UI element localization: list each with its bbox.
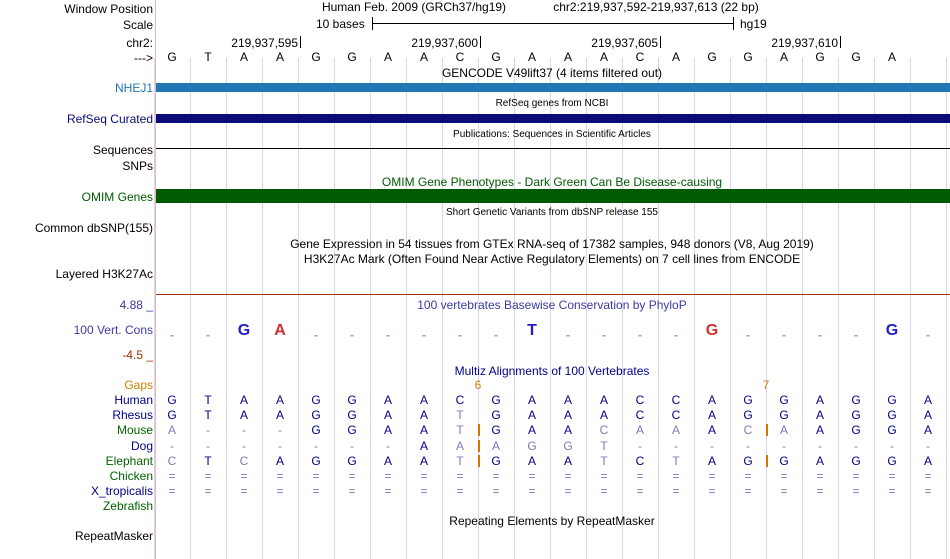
- multiz-track-title: Multiz Alignments of 100 Vertebrates: [454, 364, 650, 378]
- conservation-logo-letter: -: [350, 328, 354, 342]
- scale-bar: [372, 23, 734, 24]
- alignment-base: =: [276, 484, 284, 499]
- alignment-base: G: [779, 408, 789, 423]
- alignment-base: -: [242, 423, 246, 438]
- alignment-base: G: [347, 423, 357, 438]
- reference-base: A: [239, 50, 248, 64]
- alignment-base: G: [491, 453, 501, 468]
- grid-line: [838, 58, 839, 559]
- alignment-base: -: [170, 438, 174, 453]
- alignment-base: =: [312, 469, 320, 483]
- alignment-base: T: [456, 453, 464, 468]
- grid-line: [730, 58, 731, 559]
- track-label-h3k27ac[interactable]: Layered H3K27Ac: [55, 267, 153, 281]
- alignment-base: G: [779, 393, 789, 407]
- phylop-track-title: 100 vertebrates Basewise Conservation by PhyloP: [417, 298, 687, 312]
- gap-count: 7: [762, 378, 770, 392]
- position-label: 219,937,595: [231, 36, 298, 50]
- alignment-base: A: [275, 408, 284, 423]
- conservation-logo-letter: -: [926, 328, 930, 342]
- alignment-base: -: [206, 423, 210, 438]
- track-label-cons[interactable]: 100 Vert. Cons: [73, 323, 153, 337]
- reference-base: G: [347, 50, 357, 64]
- alignment-base: =: [564, 469, 572, 483]
- alignment-base: -: [206, 438, 210, 453]
- species-label[interactable]: X_tropicalis: [90, 484, 153, 499]
- alignment-base: G: [527, 438, 537, 453]
- conservation-logo-letter: -: [782, 328, 786, 342]
- gtex-track-title: Gene Expression in 54 tissues from GTEx RNA-seq of 17382 samples, 948 donors (V8, Aug 2019): [290, 237, 814, 251]
- alignment-base: =: [672, 469, 680, 483]
- insertion-marker: [478, 455, 480, 467]
- alignment-base: A: [275, 393, 284, 407]
- reference-base: A: [383, 50, 392, 64]
- conservation-logo-letter: G: [885, 322, 899, 339]
- alignment-base: A: [707, 408, 716, 423]
- alignment-base: A: [671, 423, 680, 438]
- strand-label: --->: [134, 51, 153, 65]
- alignment-base: -: [386, 438, 390, 453]
- publications-track-title: Publications: Sequences in Scientific Articles: [453, 129, 651, 140]
- position-tick: [480, 36, 481, 48]
- alignment-base: A: [419, 393, 428, 407]
- repeatmasker-track-title: Repeating Elements by RepeatMasker: [449, 514, 655, 528]
- conservation-logo-letter: -: [206, 328, 210, 342]
- alignment-base: C: [671, 408, 681, 423]
- alignment-base: -: [638, 438, 642, 453]
- conservation-logo-letter: -: [170, 328, 174, 342]
- species-label[interactable]: Dog: [130, 438, 153, 453]
- alignment-base: A: [275, 453, 284, 468]
- alignment-base: G: [887, 453, 897, 468]
- alignment-base: -: [854, 438, 858, 453]
- conservation-logo-letter: -: [422, 328, 426, 342]
- grid-line: [802, 58, 803, 559]
- alignment-base: C: [635, 453, 645, 468]
- track-label-refseq[interactable]: RefSeq Curated: [66, 112, 153, 126]
- cons-min-label: -4.5 _: [122, 348, 153, 362]
- alignment-base: =: [492, 484, 500, 499]
- track-label-dbsnp[interactable]: Common dbSNP(155): [34, 221, 153, 235]
- track-label-gaps: Gaps: [124, 378, 153, 392]
- alignment-base: =: [384, 469, 392, 483]
- position-tick: [840, 36, 841, 48]
- alignment-base: =: [492, 469, 500, 483]
- refseq-track-title: RefSeq genes from NCBI: [495, 98, 609, 109]
- reference-base: A: [671, 50, 680, 64]
- alignment-base: =: [456, 469, 464, 483]
- alignment-base: T: [600, 453, 608, 468]
- alignment-base: A: [923, 453, 932, 468]
- alignment-base: G: [851, 423, 861, 438]
- alignment-base: A: [527, 453, 536, 468]
- scale-bar-right: [733, 17, 734, 30]
- alignment-base: A: [815, 453, 824, 468]
- grid-line: [154, 58, 155, 559]
- reference-base: C: [455, 50, 465, 64]
- alignment-base: G: [311, 408, 321, 423]
- grid-line: [370, 58, 371, 559]
- alignment-base: =: [564, 484, 572, 499]
- insertion-marker: [766, 424, 768, 436]
- species-label[interactable]: Zebrafish: [102, 499, 153, 514]
- species-label[interactable]: Human: [114, 393, 153, 407]
- conservation-logo-letter: -: [494, 328, 498, 342]
- position-tick: [660, 36, 661, 48]
- alignment-base: A: [455, 438, 464, 453]
- alignment-base: G: [887, 393, 897, 407]
- alignment-base: =: [852, 484, 860, 499]
- conservation-logo-letter: -: [314, 328, 318, 342]
- alignment-base: A: [923, 423, 932, 438]
- alignment-base: G: [851, 408, 861, 423]
- reference-base: A: [599, 50, 608, 64]
- alignment-base: =: [168, 484, 176, 499]
- dbsnp-track-title: Short Genetic Variants from dbSNP release 155: [446, 207, 658, 218]
- insertion-marker: [478, 424, 480, 436]
- alignment-base: =: [420, 484, 428, 499]
- alignment-base: T: [456, 423, 464, 438]
- conservation-logo-letter: -: [638, 328, 642, 342]
- alignment-base: =: [240, 484, 248, 499]
- alignment-base: G: [311, 423, 321, 438]
- alignment-base: A: [599, 393, 608, 407]
- alignment-base: =: [816, 484, 824, 499]
- alignment-base: A: [779, 423, 788, 438]
- alignment-base: =: [528, 469, 536, 483]
- reference-base: C: [635, 50, 645, 64]
- alignment-base: A: [383, 393, 392, 407]
- alignment-base: G: [887, 423, 897, 438]
- alignment-base: G: [491, 393, 501, 407]
- reference-base: A: [779, 50, 788, 64]
- insertion-marker: [478, 440, 480, 452]
- nhej1-gene-bar[interactable]: [156, 83, 950, 92]
- alignment-base: G: [347, 408, 357, 423]
- assembly-title: Human Feb. 2009 (GRCh37/hg19): [321, 0, 507, 14]
- alignment-base: T: [600, 438, 608, 453]
- conservation-logo-letter: -: [746, 328, 750, 342]
- alignment-base: A: [383, 453, 392, 468]
- reference-base: G: [167, 50, 177, 64]
- alignment-base: =: [276, 469, 284, 483]
- track-label-sequences[interactable]: Sequences: [92, 143, 153, 157]
- conservation-logo-letter: -: [602, 328, 606, 342]
- omim-track-title: OMIM Gene Phenotypes - Dark Green Can Be Disease-causing: [381, 175, 723, 189]
- alignment-base: G: [887, 408, 897, 423]
- track-label-snps[interactable]: SNPs: [122, 159, 153, 173]
- alignment-base: G: [347, 393, 357, 407]
- alignment-base: -: [926, 438, 930, 453]
- alignment-base: =: [924, 484, 932, 499]
- alignment-base: =: [888, 484, 896, 499]
- alignment-base: A: [527, 408, 536, 423]
- alignment-base: G: [311, 393, 321, 407]
- h3k27ac-baseline: [156, 294, 950, 295]
- alignment-base: C: [239, 453, 249, 468]
- alignment-base: A: [923, 393, 932, 407]
- reference-base: G: [815, 50, 825, 64]
- reference-base: A: [887, 50, 896, 64]
- scale-label: Scale: [122, 18, 153, 32]
- alignment-base: A: [563, 393, 572, 407]
- conservation-logo-letter: -: [458, 328, 462, 342]
- alignment-base: =: [672, 484, 680, 499]
- alignment-base: A: [491, 438, 500, 453]
- cons-max-label: 4.88 _: [119, 298, 153, 312]
- alignment-base: =: [420, 469, 428, 483]
- alignment-base: G: [743, 408, 753, 423]
- alignment-base: A: [419, 453, 428, 468]
- alignment-base: =: [240, 469, 248, 483]
- alignment-base: A: [383, 423, 392, 438]
- grid-line: [694, 58, 695, 559]
- reference-base: G: [707, 50, 717, 64]
- alignment-base: T: [456, 408, 464, 423]
- alignment-base: G: [491, 408, 501, 423]
- conservation-logo-letter: -: [674, 328, 678, 342]
- alignment-base: =: [528, 484, 536, 499]
- alignment-base: -: [746, 438, 750, 453]
- species-label[interactable]: Elephant: [105, 453, 153, 468]
- grid-line: [190, 58, 191, 559]
- conservation-logo-letter: -: [566, 328, 570, 342]
- alignment-base: G: [743, 453, 753, 468]
- alignment-base: A: [383, 408, 392, 423]
- alignment-base: A: [599, 408, 608, 423]
- alignment-base: =: [600, 484, 608, 499]
- alignment-base: G: [851, 393, 861, 407]
- refseq-gene-bar[interactable]: [156, 114, 950, 123]
- alignment-base: =: [168, 469, 176, 483]
- gencode-track-title: GENCODE V49lift37 (4 items filtered out): [441, 66, 663, 80]
- alignment-base: =: [924, 469, 932, 483]
- alignment-base: =: [312, 484, 320, 499]
- track-label-nhej1[interactable]: NHEJ1: [114, 81, 153, 95]
- alignment-base: C: [743, 423, 753, 438]
- alignment-base: G: [491, 423, 501, 438]
- alignment-base: =: [204, 469, 212, 483]
- alignment-base: G: [167, 408, 177, 423]
- alignment-base: C: [455, 393, 465, 407]
- alignment-base: T: [204, 408, 212, 423]
- alignment-base: =: [348, 469, 356, 483]
- alignment-base: -: [242, 438, 246, 453]
- alignment-base: G: [311, 453, 321, 468]
- alignment-base: G: [743, 393, 753, 407]
- alignment-base: =: [780, 469, 788, 483]
- alignment-base: A: [635, 423, 644, 438]
- alignment-base: G: [851, 453, 861, 468]
- grid-line: [334, 58, 335, 559]
- alignment-base: =: [708, 469, 716, 483]
- alignment-base: =: [636, 469, 644, 483]
- position-label: 219,937,605: [591, 36, 658, 50]
- grid-line: [262, 58, 263, 559]
- conservation-logo-letter: -: [386, 328, 390, 342]
- alignment-base: A: [419, 438, 428, 453]
- reference-base: A: [275, 50, 284, 64]
- alignment-base: T: [204, 393, 212, 407]
- alignment-base: -: [818, 438, 822, 453]
- reference-base: A: [419, 50, 428, 64]
- alignment-base: =: [780, 484, 788, 499]
- alignment-base: A: [563, 423, 572, 438]
- grid-line: [766, 58, 767, 559]
- alignment-base: -: [890, 438, 894, 453]
- conservation-logo-letter: G: [705, 322, 719, 339]
- scale-text: 10 bases: [316, 17, 365, 31]
- position-label: 219,937,610: [771, 36, 838, 50]
- alignment-base: -: [782, 438, 786, 453]
- grid-line: [910, 58, 911, 559]
- alignment-base: A: [239, 393, 248, 407]
- chrom-label: chr2:: [126, 36, 153, 50]
- alignment-base: C: [635, 408, 645, 423]
- window-position-label: Window Position: [64, 2, 153, 16]
- alignment-base: A: [167, 423, 176, 438]
- alignment-base: C: [671, 393, 681, 407]
- alignment-base: A: [815, 423, 824, 438]
- h3k27ac-track-title: H3K27Ac Mark (Often Found Near Active Regulatory Elements) on 7 cell lines from ENCODE: [303, 252, 801, 266]
- alignment-base: -: [710, 438, 714, 453]
- alignment-base: C: [599, 423, 609, 438]
- alignment-base: =: [384, 484, 392, 499]
- alignment-base: =: [744, 469, 752, 483]
- scale-db: hg19: [740, 17, 767, 31]
- position-label: 219,937,600: [411, 36, 478, 50]
- reference-base: A: [527, 50, 536, 64]
- reference-base: G: [743, 50, 753, 64]
- grid-line: [298, 58, 299, 559]
- conservation-logo-letter: -: [854, 328, 858, 342]
- alignment-base: A: [707, 393, 716, 407]
- conservation-logo-letter: -: [818, 328, 822, 342]
- alignment-base: A: [563, 453, 572, 468]
- grid-line: [406, 58, 407, 559]
- alignment-base: A: [527, 393, 536, 407]
- alignment-base: =: [600, 469, 608, 483]
- alignment-base: =: [204, 484, 212, 499]
- reference-base: G: [851, 50, 861, 64]
- alignment-base: C: [635, 393, 645, 407]
- alignment-base: -: [314, 438, 318, 453]
- alignment-base: =: [816, 469, 824, 483]
- alignment-base: A: [707, 453, 716, 468]
- alignment-base: -: [350, 438, 354, 453]
- grid-line: [874, 58, 875, 559]
- alignment-base: T: [204, 453, 212, 468]
- conservation-logo-letter: A: [274, 322, 286, 339]
- alignment-base: =: [456, 484, 464, 499]
- alignment-base: A: [239, 408, 248, 423]
- alignment-base: G: [563, 438, 573, 453]
- alignment-base: =: [744, 484, 752, 499]
- alignment-base: A: [815, 393, 824, 407]
- alignment-base: =: [708, 484, 716, 499]
- alignment-base: A: [527, 423, 536, 438]
- species-label[interactable]: Mouse: [116, 423, 153, 438]
- alignment-base: =: [348, 484, 356, 499]
- alignment-base: A: [563, 408, 572, 423]
- alignment-base: =: [636, 484, 644, 499]
- track-label-omim[interactable]: OMIM Genes: [81, 190, 153, 204]
- insertion-marker: [766, 455, 768, 467]
- alignment-base: A: [707, 423, 716, 438]
- alignment-base: -: [278, 438, 282, 453]
- alignment-base: G: [347, 453, 357, 468]
- alignment-base: -: [674, 438, 678, 453]
- track-label-repeatmasker[interactable]: RepeatMasker: [74, 529, 153, 543]
- alignment-base: =: [888, 469, 896, 483]
- species-label[interactable]: Rhesus: [112, 408, 153, 423]
- reference-base: G: [491, 50, 501, 64]
- alignment-base: T: [672, 453, 680, 468]
- grid-line: [946, 58, 947, 559]
- alignment-base: G: [779, 453, 789, 468]
- sequences-line: [156, 148, 950, 149]
- gap-count: 6: [474, 378, 482, 392]
- alignment-base: A: [923, 408, 932, 423]
- omim-gene-bar[interactable]: [156, 189, 950, 203]
- alignment-base: A: [815, 408, 824, 423]
- reference-base: T: [204, 50, 212, 64]
- reference-base: G: [311, 50, 321, 64]
- alignment-base: A: [419, 423, 428, 438]
- alignment-base: G: [167, 393, 177, 407]
- alignment-base: -: [278, 423, 282, 438]
- alignment-base: =: [852, 469, 860, 483]
- grid-line: [226, 58, 227, 559]
- species-label[interactable]: Chicken: [109, 469, 153, 483]
- window-position: chr2:219,937,592-219,937,613 (22 bp): [553, 0, 759, 14]
- alignment-base: C: [167, 453, 177, 468]
- reference-base: A: [563, 50, 572, 64]
- alignment-base: A: [419, 408, 428, 423]
- position-tick: [300, 36, 301, 48]
- conservation-logo-letter: G: [237, 322, 251, 339]
- conservation-logo-letter: T: [527, 322, 537, 339]
